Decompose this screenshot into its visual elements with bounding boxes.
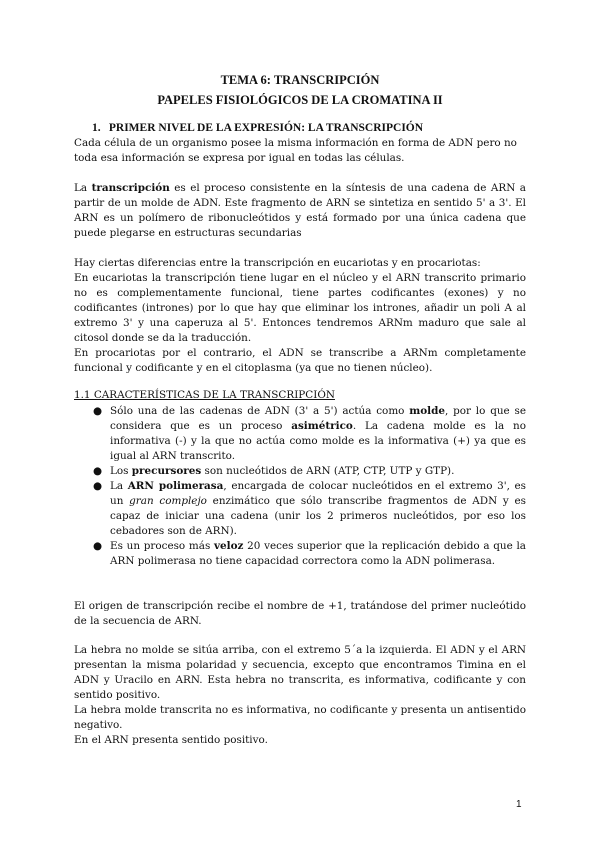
list-item [92, 464, 526, 479]
bullet-icon: ● [93, 405, 103, 417]
page-title: TEMA 6: TRANSCRIPCIÓN [220, 73, 380, 87]
differences-eukaryotes: En eucariotas la transcripción tiene lugar en el núcleo y el ARN transcrito primario no es complementamente funcional, tiene partes codificantes (exones) y no codificantes (intrones) por lo que hay que eliminar los intrones, añadir un poli A al extremo 3' y una caperuza al 5'. Entonces tendremos ARNm maduro que sale al citosol donde se da la traducción. [74, 272, 526, 344]
text-span: 20 veces superior que la replicación debido a que la ARN polimerasa no tiene capacidad correctora como la ADN polimerasa. [110, 540, 526, 567]
strand-paragraph [74, 643, 526, 748]
text-span: La [74, 182, 92, 194]
bold-term-transcripcion: transcripción [91, 182, 170, 194]
text-span: Sólo una de las cadenas de ADN (3' a 5') actúa como [110, 405, 410, 417]
text-span: Los [110, 465, 132, 477]
list-item [92, 479, 526, 539]
bold-term-precursores: precursores [131, 465, 202, 477]
differences-prokaryotes: En procariotas por el contrario, el ADN se transcribe a ARNm completamente funcional y codificante y en el citoplasma (ya que no tienen núcleo). [74, 347, 526, 374]
page-number: 1 [516, 799, 522, 810]
differences-line-intro: Hay ciertas diferencias entre la transcripción en eucariotas y en procariotas: [74, 257, 481, 269]
bullet-icon: ● [93, 540, 103, 552]
text-span: , encargada de colocar nucleótidos en el extremo 3', es un [110, 480, 526, 507]
text-span: . La cadena molde es la no informativa (-) y la que no actúa como molde es la informativa (+) ya que es igual al ARN transcrito. [110, 420, 526, 462]
page-subtitle: PAPELES FISIOLÓGICOS DE LA CROMATINA II [157, 93, 443, 107]
text-span: Es un proceso más [110, 540, 215, 552]
bold-term-veloz: veloz [214, 540, 244, 552]
origin-paragraph: El origen de transcripción recibe el nombre de +1, tratándose del primer nucleótido de la secuencia de ARN. [74, 600, 526, 627]
text-span: es el proceso consistente en la síntesis de una cadena de ARN a partir de un molde de ADN. Este fragmento de ARN se sintetiza en sentido 5' a 3'. El ARN es un polímero de ribonucleótidos y está formado por una única cadena que puede plegarse en estructuras secundarias [74, 182, 526, 239]
differences-paragraph [74, 256, 526, 376]
italic-term: gran complejo [129, 495, 207, 507]
text-span: , por lo que se considera que es un proceso [110, 405, 526, 432]
strand-template: La hebra molde transcrita no es informativa, no codificante y presenta un antisentido negativo. [74, 704, 526, 731]
list-item [92, 404, 526, 464]
subsection-heading: 1.1 CARACTERÍSTICAS DE LA TRANSCRIPCIÓN [74, 389, 335, 401]
strand-non-template: La hebra no molde se sitúa arriba, con el extremo 5´a la izquierda. El ADN y el ARN presentan la misma polaridad y secuencia, excepto que encontramos Timina en el ADN y Uracilo en ARN. Esta hebra no transcrita, es informativa, codificante y con sentido positivo. [74, 644, 526, 701]
section-title: PRIMER NIVEL DE LA EXPRESIÓN: LA TRANSCRIPCIÓN [108, 122, 424, 134]
section-number: 1. [92, 122, 101, 134]
transcription-definition-paragraph [74, 181, 526, 241]
text-span: son nucleótidos de ARN (ATP, CTP, UTP y GTP). [201, 465, 455, 477]
intro-paragraph: Cada célula de un organismo posee la misma información en forma de ADN pero no toda esa información se expresa por igual en todas las células. [74, 137, 517, 164]
bullet-icon: ● [93, 465, 103, 477]
bold-term-asimetrico: asimétrico [291, 420, 353, 432]
text-span: enzimático que sólo transcribe fragmentos de ADN y es capaz de iniciar una cadena (unir los 2 primeros nucleótidos, por eso los cebadores son de ARN). [110, 495, 526, 537]
list-item [92, 539, 526, 569]
characteristics-list [92, 404, 526, 569]
bold-term-molde: molde [409, 405, 445, 417]
strand-arn: En el ARN presenta sentido positivo. [74, 734, 268, 746]
bold-term-arn-polimerasa: ARN polimerasa [127, 480, 224, 492]
text-span: La [110, 480, 128, 492]
section-heading [92, 122, 423, 134]
bullet-icon: ● [93, 480, 103, 492]
